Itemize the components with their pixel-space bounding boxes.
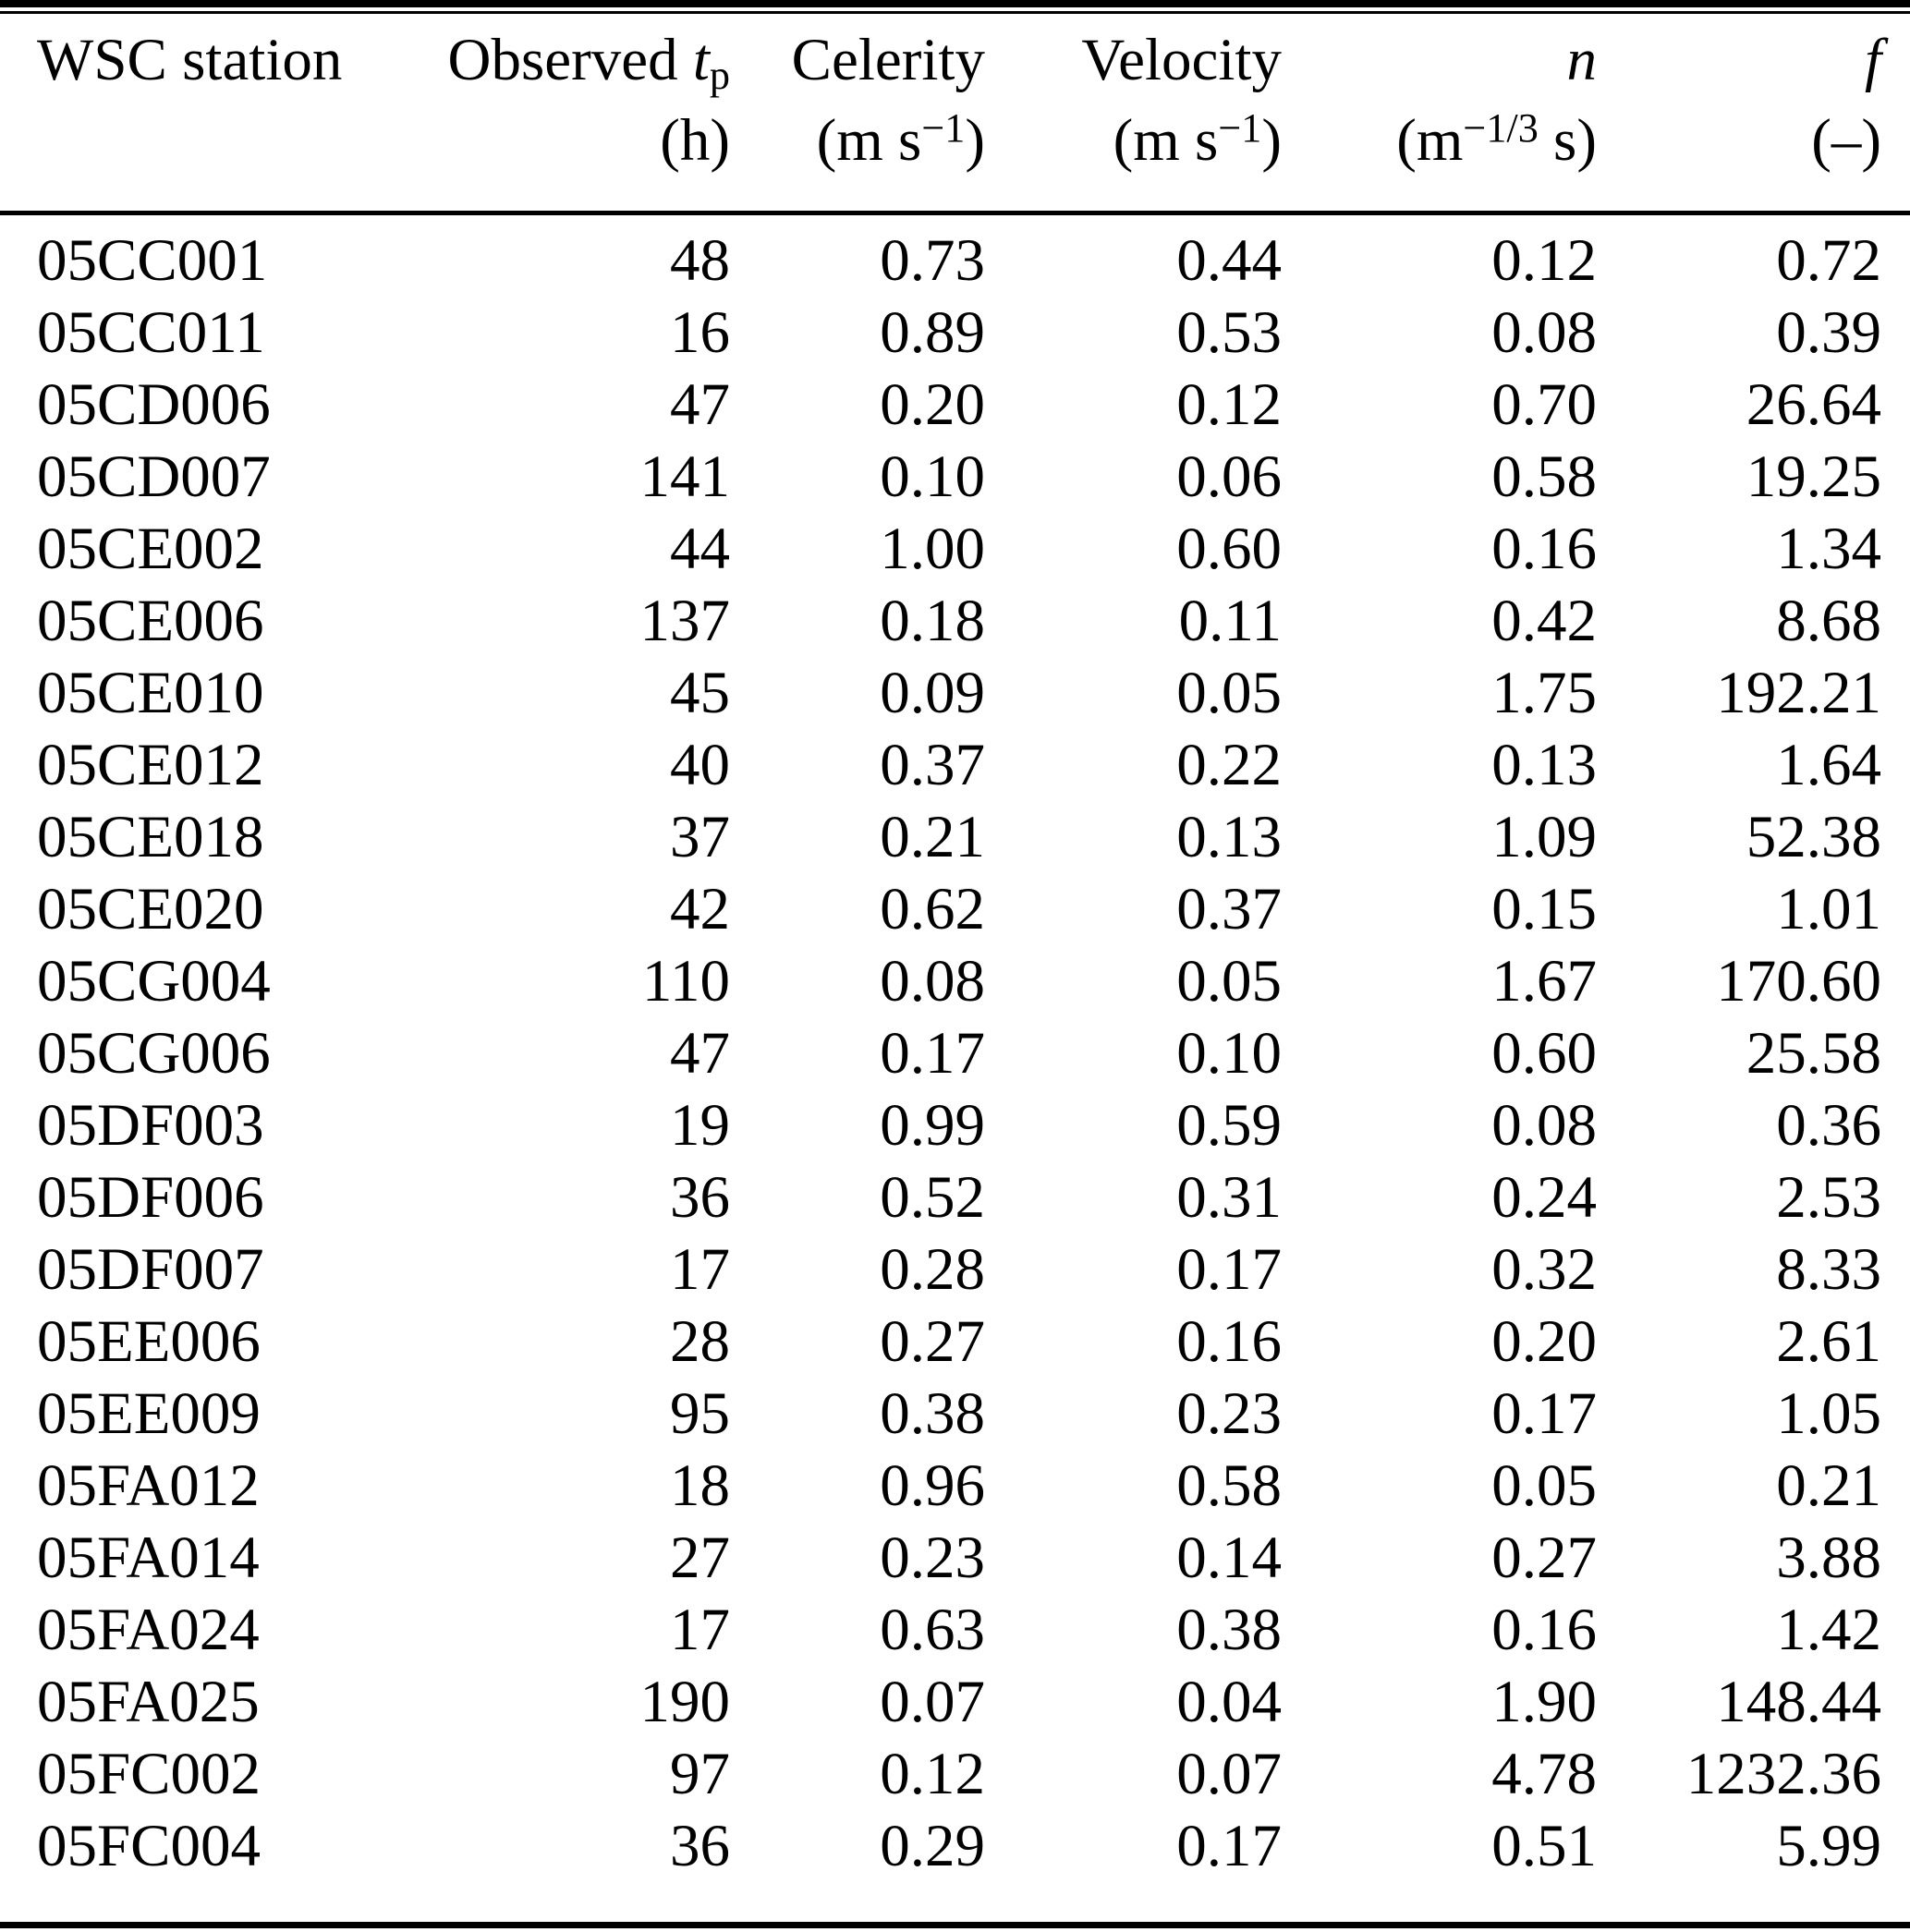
cell-f: 19.25 [1746, 444, 1881, 510]
cell-velocity: 0.53 [1176, 299, 1282, 366]
cell-f: 52.38 [1746, 804, 1881, 870]
table-row [37, 1738, 1881, 1810]
cell-station: 05CC011 [37, 299, 265, 366]
cell-station: 05CE020 [37, 876, 264, 942]
table-row [37, 369, 1881, 441]
cell-station: 05FA024 [37, 1597, 260, 1663]
cell-celerity: 0.17 [880, 1020, 985, 1087]
cell-tp: 40 [670, 732, 730, 798]
cell-celerity: 0.23 [880, 1525, 985, 1591]
table-row [37, 225, 1881, 297]
cell-velocity: 0.13 [1176, 804, 1282, 870]
cell-f: 1.64 [1776, 732, 1881, 798]
table-row [37, 657, 1881, 729]
cell-velocity: 0.17 [1176, 1813, 1282, 1879]
cell-tp: 95 [670, 1380, 730, 1447]
cell-celerity: 0.37 [880, 732, 985, 798]
table-row [37, 1161, 1881, 1233]
cell-tp: 47 [670, 371, 730, 438]
cell-station: 05CC001 [37, 227, 268, 294]
cell-station: 05CG006 [37, 1020, 271, 1087]
table-row [37, 1378, 1881, 1450]
header-wsc-station: WSC station [37, 27, 343, 93]
cell-velocity: 0.04 [1176, 1669, 1282, 1735]
cell-velocity: 0.23 [1176, 1380, 1282, 1447]
cell-velocity: 0.06 [1176, 444, 1282, 510]
cell-f: 1.34 [1776, 516, 1881, 582]
cell-f: 8.68 [1776, 588, 1881, 654]
cell-tp: 97 [670, 1741, 730, 1807]
cell-f: 1.05 [1776, 1380, 1881, 1447]
cell-f: 25.58 [1746, 1020, 1881, 1087]
cell-n: 0.70 [1491, 371, 1597, 438]
cell-station: 05EE009 [37, 1380, 261, 1447]
header-n: n [1566, 27, 1597, 93]
cell-celerity: 0.08 [880, 948, 985, 1015]
table-row [37, 1450, 1881, 1522]
cell-celerity: 0.52 [880, 1164, 985, 1231]
cell-f: 1232.36 [1685, 1741, 1881, 1807]
cell-velocity: 0.58 [1176, 1452, 1282, 1519]
header-celerity-unit: (m $s^{-1}$) [816, 105, 985, 174]
table-bottom-rule [0, 1922, 1910, 1928]
table-header-rule [0, 211, 1910, 215]
cell-tp: 28 [670, 1308, 730, 1375]
table-row [37, 1810, 1881, 1882]
table-row [37, 1522, 1881, 1594]
cell-f: 0.36 [1776, 1092, 1881, 1159]
cell-tp: 190 [639, 1669, 730, 1735]
cell-f: 0.39 [1776, 299, 1881, 366]
cell-f: 3.88 [1776, 1525, 1881, 1591]
cell-velocity: 0.17 [1176, 1236, 1282, 1303]
cell-n: 0.32 [1491, 1236, 1597, 1303]
cell-tp: 36 [670, 1813, 730, 1879]
cell-n: 0.15 [1491, 876, 1597, 942]
cell-celerity: 0.07 [880, 1669, 985, 1735]
cell-f: 2.61 [1776, 1308, 1881, 1375]
cell-n: 0.08 [1491, 1092, 1597, 1159]
table-row [37, 801, 1881, 873]
cell-f: 5.99 [1776, 1813, 1881, 1879]
header-velocity: Velocity [1081, 27, 1282, 93]
cell-celerity: 0.18 [880, 588, 985, 654]
cell-velocity: 0.12 [1176, 371, 1282, 438]
cell-n: 0.58 [1491, 444, 1597, 510]
cell-velocity: 0.44 [1176, 227, 1282, 294]
cell-velocity: 0.14 [1176, 1525, 1282, 1591]
cell-tp: 16 [670, 299, 730, 366]
cell-station: 05CE010 [37, 660, 264, 726]
table-row [37, 297, 1881, 369]
cell-tp: 36 [670, 1164, 730, 1231]
cell-f: 0.21 [1776, 1452, 1881, 1519]
cell-velocity: 0.37 [1176, 876, 1282, 942]
cell-celerity: 0.38 [880, 1380, 985, 1447]
cell-n: 0.16 [1491, 1597, 1597, 1663]
cell-velocity: 0.31 [1176, 1164, 1282, 1231]
header-n-unit: ($m^{-1/3}$ s) [1396, 105, 1597, 174]
cell-velocity: 0.38 [1176, 1597, 1282, 1663]
cell-celerity: 0.63 [880, 1597, 985, 1663]
cell-station: 05CD006 [37, 371, 271, 438]
table-row [37, 585, 1881, 657]
cell-velocity: 0.05 [1176, 660, 1282, 726]
cell-station: 05CD007 [37, 444, 271, 510]
table-row [37, 1306, 1881, 1378]
cell-velocity: 0.16 [1176, 1308, 1282, 1375]
cell-station: 05CE002 [37, 516, 264, 582]
cell-tp: 47 [670, 1020, 730, 1087]
cell-tp: 19 [670, 1092, 730, 1159]
cell-f: 148.44 [1716, 1669, 1881, 1735]
cell-n: 0.16 [1491, 516, 1597, 582]
cell-station: 05EE006 [37, 1308, 261, 1375]
cell-tp: 141 [639, 444, 730, 510]
cell-celerity: 0.96 [880, 1452, 985, 1519]
table-body [37, 225, 1881, 1882]
cell-celerity: 0.20 [880, 371, 985, 438]
table-row [37, 1594, 1881, 1666]
cell-station: 05CE006 [37, 588, 264, 654]
cell-station: 05DF003 [37, 1092, 264, 1159]
table-row [37, 1233, 1881, 1306]
cell-celerity: 0.73 [880, 227, 985, 294]
cell-station: 05CE018 [37, 804, 264, 870]
cell-celerity: 0.27 [880, 1308, 985, 1375]
cell-n: 0.42 [1491, 588, 1597, 654]
cell-n: 1.67 [1491, 948, 1597, 1015]
cell-f: 8.33 [1776, 1236, 1881, 1303]
cell-velocity: 0.59 [1176, 1092, 1282, 1159]
cell-tp: 42 [670, 876, 730, 942]
cell-tp: 18 [670, 1452, 730, 1519]
cell-celerity: 0.99 [880, 1092, 985, 1159]
cell-n: 0.27 [1491, 1525, 1597, 1591]
table-row [37, 1017, 1881, 1089]
cell-station: 05FA025 [37, 1669, 260, 1735]
cell-station: 05DF007 [37, 1236, 264, 1303]
cell-n: 1.90 [1491, 1669, 1597, 1735]
cell-f: 192.21 [1716, 660, 1881, 726]
cell-celerity: 0.89 [880, 299, 985, 366]
cell-f: 1.42 [1776, 1597, 1881, 1663]
cell-n: 0.51 [1491, 1813, 1597, 1879]
cell-f: 1.01 [1776, 876, 1881, 942]
header-f-unit: (–) [1811, 107, 1881, 174]
table-row [37, 441, 1881, 513]
cell-velocity: 0.60 [1176, 516, 1282, 582]
cell-f: 0.72 [1776, 227, 1881, 294]
cell-tp: 17 [670, 1597, 730, 1663]
cell-n: 0.08 [1491, 299, 1597, 366]
cell-station: 05CE012 [37, 732, 264, 798]
cell-celerity: 0.09 [880, 660, 985, 726]
table-row [37, 945, 1881, 1017]
table-row [37, 1666, 1881, 1738]
cell-n: 1.75 [1491, 660, 1597, 726]
cell-celerity: 0.21 [880, 804, 985, 870]
cell-celerity: 0.29 [880, 1813, 985, 1879]
cell-velocity: 0.05 [1176, 948, 1282, 1015]
cell-tp: 17 [670, 1236, 730, 1303]
cell-station: 05FC004 [37, 1813, 262, 1879]
cell-tp: 44 [670, 516, 730, 582]
cell-f: 2.53 [1776, 1164, 1881, 1231]
cell-station: 05DF006 [37, 1164, 264, 1231]
cell-n: 0.05 [1491, 1452, 1597, 1519]
table-row [37, 513, 1881, 585]
cell-celerity: 0.10 [880, 444, 985, 510]
cell-tp: 137 [639, 588, 730, 654]
cell-n: 0.20 [1491, 1308, 1597, 1375]
cell-n: 4.78 [1491, 1741, 1597, 1807]
header-celerity: Celerity [791, 27, 985, 93]
cell-station: 05CG004 [37, 948, 271, 1015]
header-observed-tp-unit: (h) [660, 107, 730, 174]
cell-n: 0.60 [1491, 1020, 1597, 1087]
header-velocity-unit: (m $s^{-1}$) [1113, 105, 1282, 174]
cell-celerity: 0.62 [880, 876, 985, 942]
cell-tp: 110 [641, 948, 730, 1015]
cell-station: 05FC002 [37, 1741, 262, 1807]
cell-velocity: 0.10 [1176, 1020, 1282, 1087]
cell-velocity: 0.11 [1178, 588, 1282, 654]
cell-n: 0.17 [1491, 1380, 1597, 1447]
cell-n: 0.13 [1491, 732, 1597, 798]
cell-velocity: 0.07 [1176, 1741, 1282, 1807]
table-row [37, 1089, 1881, 1161]
cell-station: 05FA012 [37, 1452, 260, 1519]
cell-f: 26.64 [1746, 371, 1881, 438]
cell-celerity: 0.12 [880, 1741, 985, 1807]
cell-tp: 37 [670, 804, 730, 870]
cell-n: 0.24 [1491, 1164, 1597, 1231]
table-header [0, 0, 1910, 211]
cell-station: 05FA014 [37, 1525, 260, 1591]
cell-n: 1.09 [1491, 804, 1597, 870]
cell-celerity: 0.28 [880, 1236, 985, 1303]
header-f: f [1864, 27, 1881, 93]
cell-f: 170.60 [1716, 948, 1881, 1015]
cell-tp: 27 [670, 1525, 730, 1591]
table-row [37, 873, 1881, 945]
cell-tp: 48 [670, 227, 730, 294]
cell-n: 0.12 [1491, 227, 1597, 294]
cell-celerity: 1.00 [880, 516, 985, 582]
header-observed-tp: Observed tp [447, 27, 730, 98]
cell-tp: 45 [670, 660, 730, 726]
table-row [37, 729, 1881, 801]
cell-velocity: 0.22 [1176, 732, 1282, 798]
